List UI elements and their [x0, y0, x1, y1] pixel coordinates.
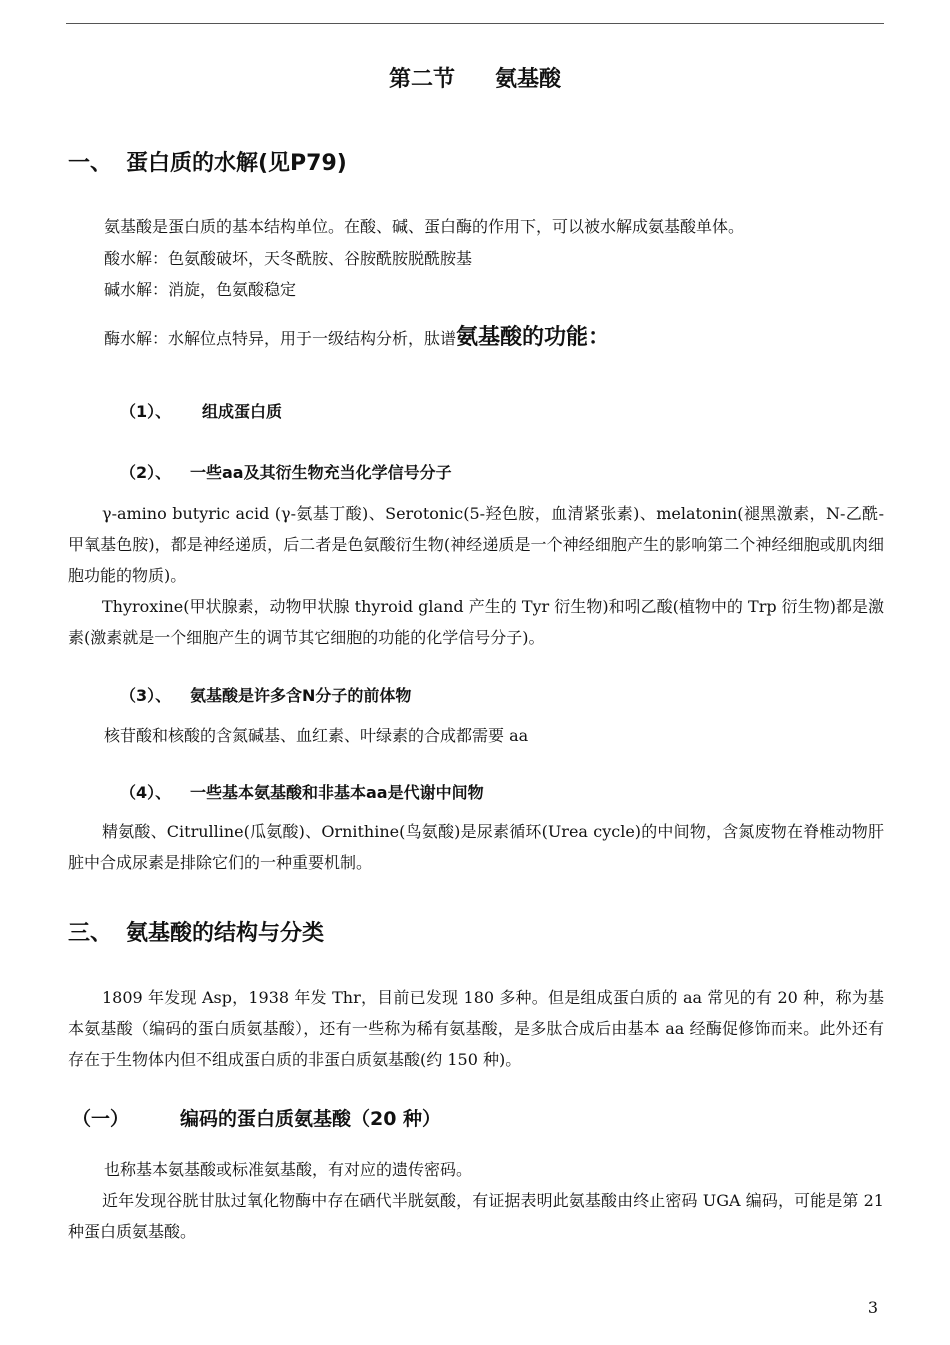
item-title: 一些aa及其衍生物充当化学信号分子 [190, 463, 452, 482]
title-section-number: 第二节 [388, 67, 455, 92]
enzyme-line [104, 322, 610, 354]
item-title: 一些基本氨基酸和非基本aa是代谢中间物 [190, 783, 484, 802]
body-line: 也称基本氨基酸或标准氨基酸，有对应的遗传密码。 [104, 1160, 473, 1179]
title-topic: 氨基酸 [495, 67, 562, 92]
item-number: （3）、 [120, 686, 172, 705]
body-text: 酶水解：水解位点特异，用于一级结构分析，肽谱 [104, 329, 457, 348]
item-number: （4）、 [120, 783, 172, 802]
subsection-number: （一） [72, 1108, 130, 1130]
function-item-1 [120, 399, 282, 422]
paragraph: 近年发现谷胱甘肽过氧化物酶中存在硒代半胱氨酸，有证据表明此氨基酸由终止密码 UGA 编码，可能是第 21 种蛋白质氨基酸。 [68, 1191, 884, 1241]
function-item-3 [120, 683, 411, 706]
item-number: （1）、 [120, 402, 172, 421]
section-number: 一、 [68, 151, 113, 176]
function-item-2 [120, 460, 452, 483]
section-title: 氨基酸的结构与分类 [126, 921, 325, 946]
section-3-heading [68, 916, 324, 947]
paragraph: 精氨酸、Citrulline(瓜氨酸)、Ornithine(鸟氨酸)是尿素循环(Urea cycle)的中间物，含氮废物在脊椎动物肝脏中合成尿素是排除它们的一种重要机制。 [68, 822, 884, 872]
item-title: 组成蛋白质 [202, 402, 283, 421]
function-item-4 [120, 780, 484, 803]
body-line: 碱水解：消旋，色氨酸稳定 [104, 280, 297, 299]
section-number: 三、 [68, 921, 113, 946]
subsection-title: 编码的蛋白质氨基酸（20 种） [180, 1108, 442, 1130]
header-rule [66, 23, 884, 24]
paragraph: Thyroxine(甲状腺素，动物甲状腺 thyroid gland 产生的 Tyr 衍生物)和吲乙酸(植物中的 Trp 衍生物)都是激素(激素就是一个细胞产生的调节其它细胞的功能的化学信号分子)。 [68, 597, 884, 647]
section-1-heading [68, 146, 347, 177]
page-title [0, 62, 950, 93]
item-title: 氨基酸是许多含N分子的前体物 [190, 686, 412, 705]
body-line: 核苷酸和核酸的含氮碱基、血红素、叶绿素的合成都需要 aa [104, 726, 529, 745]
paragraph: 1809 年发现 Asp，1938 年发 Thr，目前已发现 180 多种。但是组成蛋白质的 aa 常见的有 20 种，称为基本氨基酸（编码的蛋白质氨基酸），还有一些称为稀有氨基酸，是多肽合成后由基本 aa 经酶促修饰而来。此外还有存在于生物体内但不组成蛋白质的非蛋白质氨基酸(约 150 种)。 [68, 988, 884, 1069]
body-line: 酸水解：色氨酸破坏，天冬酰胺、谷胺酰胺脱酰胺基 [104, 249, 473, 268]
subsection-heading [72, 1104, 441, 1131]
body-line: 氨基酸是蛋白质的基本结构单位。在酸、碱、蛋白酶的作用下，可以被水解成氨基酸单体。 [104, 217, 745, 236]
page-number: 3 [867, 1298, 878, 1317]
paragraph: γ-amino butyric acid (γ-氨基丁酸)、Serotonic(5-羟色胺，血清紧张素)、melatonin(褪黑激素，N-乙酰-甲氧基色胺)，都是神经递质，后二者是色氨酸衍生物(神经递质是一个神经细胞产生的影响第二个神经细胞或肌肉细胞功能的物质)。 [68, 504, 884, 585]
function-heading: 氨基酸的功能： [456, 325, 611, 350]
item-number: （2）、 [120, 463, 172, 482]
section-title: 蛋白质的水解(见P79) [126, 151, 347, 176]
